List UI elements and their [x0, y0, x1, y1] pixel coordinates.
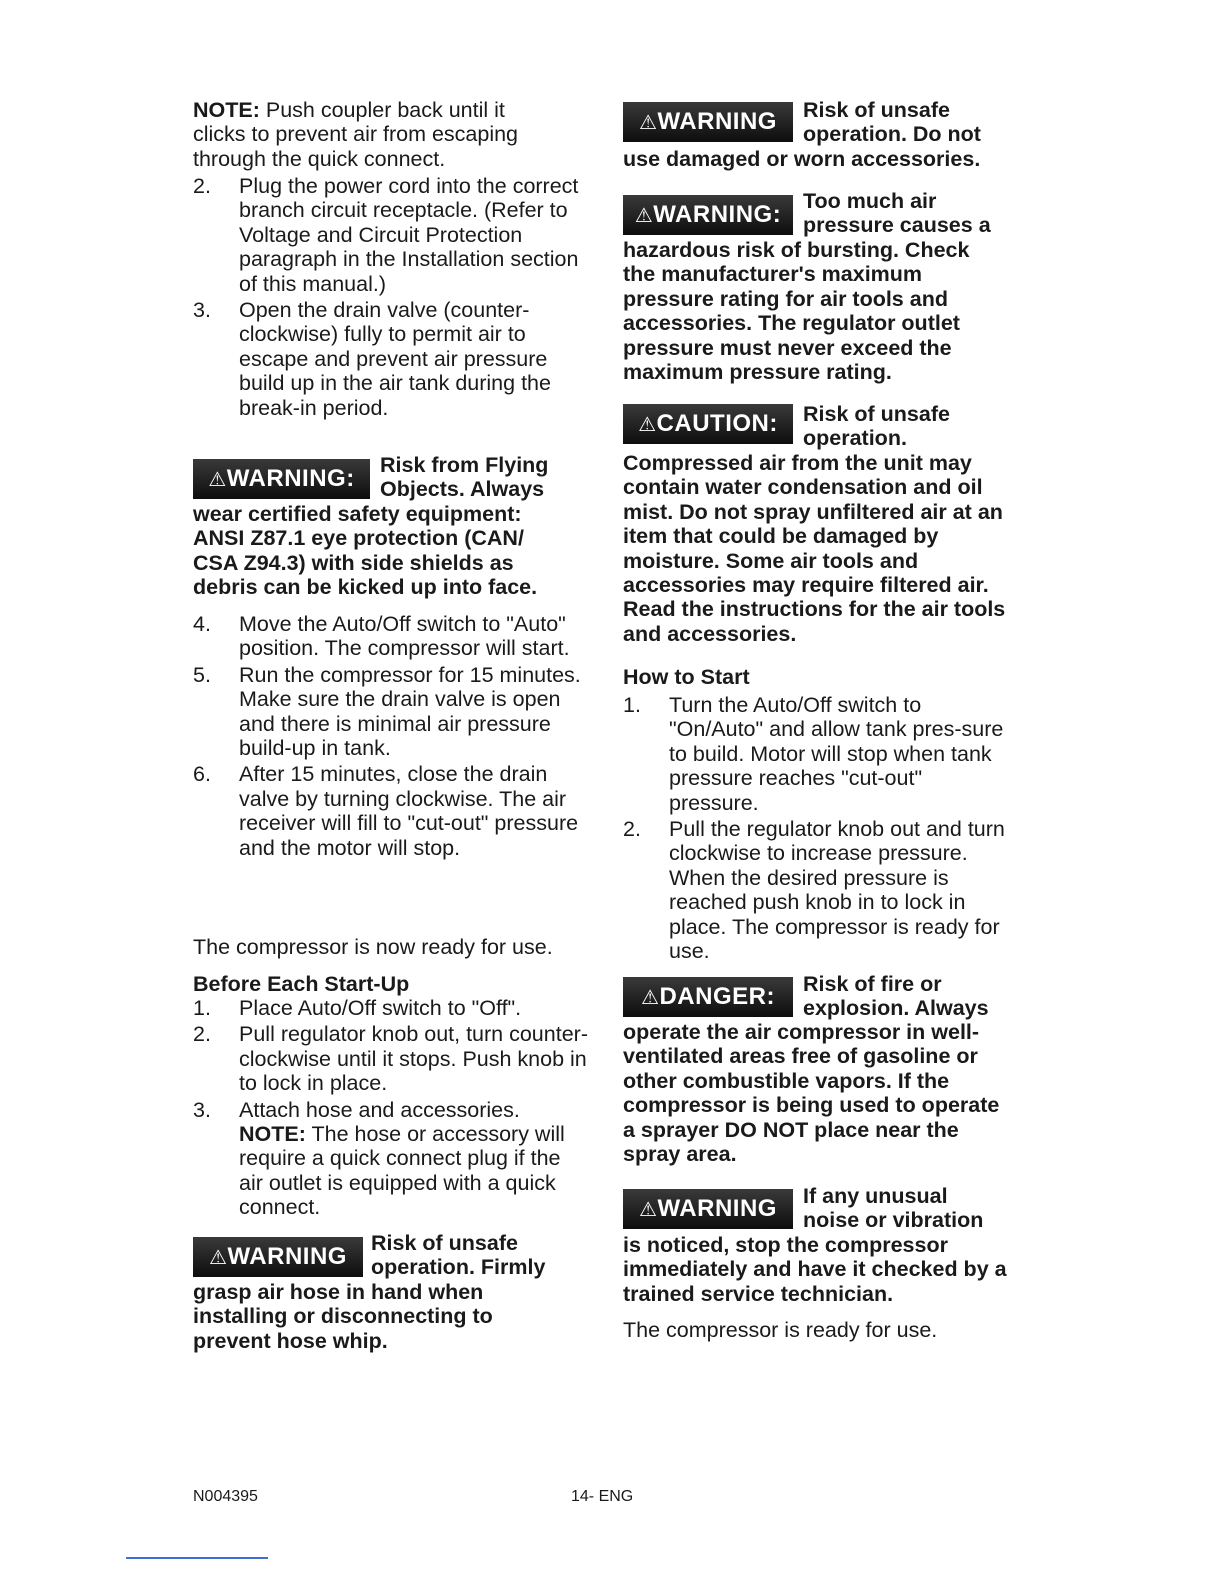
list-item [193, 1022, 588, 1095]
step-number: 3. [193, 1097, 211, 1122]
list-item [193, 762, 583, 860]
warning-body: use damaged or worn accessories. [623, 147, 981, 171]
doc-code: N004395 [193, 1488, 258, 1505]
list-item [193, 174, 588, 296]
steps-list-a [193, 174, 588, 420]
ready-text: The compressor is now ready for use. [193, 935, 553, 959]
step-number: 1. [623, 693, 641, 717]
badge-label: WARNING [657, 108, 777, 135]
list-item [193, 612, 583, 661]
step-number: 5. [193, 662, 211, 687]
step-number: 2. [623, 817, 641, 842]
warning-triangle-icon: ⚠ [634, 205, 654, 227]
caution-badge [623, 404, 793, 444]
warning-body: wear certified safety equipment: ANSI Z87.1 eye protection (CAN/ CSA Z94.3) with side shields as debris can be kicked up into face. [193, 502, 538, 600]
steps-list-b [193, 612, 583, 860]
note-label: NOTE: [193, 98, 260, 122]
step-number: 2. [193, 174, 211, 198]
note-paragraph [193, 98, 553, 171]
warning-heading: Too much air pressure causes a [803, 189, 991, 238]
danger-badge [623, 977, 793, 1017]
step-text: Plug the power cord into the correct branch circuit receptacle. (Refer to Voltage and Circuit Protection paragraph in the Installation section of this manual.) [239, 174, 579, 296]
warning-badge [623, 102, 793, 142]
step-text: Turn the Auto/Off switch to "On/Auto" and allow tank pres-sure to build. Motor will stop when tank pressure reaches "cut-out" pressure. [669, 693, 1004, 815]
step-number: 6. [193, 762, 211, 787]
caution-body: Compressed air from the unit may contain water condensation and oil mist. Do not spray unfiltered air at an item that could be damaged by moisture. Some air tools and accessories may require filtered air. Read the instructions for the air tools and accessories. [623, 451, 1006, 646]
warning-triangle-icon: ⚠ [641, 987, 660, 1009]
warning-triangle-icon: ⚠ [638, 414, 657, 436]
note-label: NOTE: [239, 1122, 306, 1147]
list-item [193, 663, 583, 761]
badge-label: WARNING: [653, 201, 782, 228]
step-text: Run the compressor for 15 minutes. Make sure the drain valve is open and there is minimal air pressure build-up in tank. [239, 662, 581, 761]
caution-heading: Risk of unsafe operation. [803, 402, 950, 451]
step-text: Pull regulator knob out, turn counter-clockwise until it stops. Push knob in to lock in place. [239, 1022, 588, 1096]
warning-heading: Risk of unsafe operation. Firmly [371, 1231, 546, 1280]
step-text: Move the Auto/Off switch to "Auto" position. The compressor will start. [239, 612, 570, 661]
ready-text: The compressor is ready for use. [623, 1318, 938, 1342]
warning-badge [623, 195, 793, 235]
list-item [193, 298, 588, 420]
warning-triangle-icon: ⚠ [209, 1247, 228, 1269]
warning-body: grasp air hose in hand when installing or disconnecting to prevent hose whip. [193, 1280, 493, 1353]
warning-triangle-icon: ⚠ [639, 112, 658, 134]
list-item [623, 817, 1013, 963]
warning-heading: If any unusual noise or vibration [803, 1184, 984, 1233]
badge-label: WARNING: [226, 465, 355, 492]
badge-label: WARNING [227, 1243, 347, 1270]
list-item [193, 996, 588, 1020]
step-text: Place Auto/Off switch to "Off". [239, 996, 522, 1020]
warning-heading: Risk from Flying Objects. Always [380, 453, 549, 502]
step-text: Open the drain valve (counter-clockwise) fully to permit air to escape and prevent air pressure build up in the air tank during the break-in period. [239, 298, 551, 420]
warning-triangle-icon: ⚠ [639, 1199, 658, 1221]
step-text: Attach hose and accessories. [239, 1097, 520, 1122]
step-text: After 15 minutes, close the drain valve by turning clockwise. The air receiver will fill to "cut-out" pressure and the motor will stop. [239, 762, 579, 860]
steps-list-c [193, 996, 588, 1220]
how-to-start-heading: How to Start [623, 665, 750, 689]
page-number: 14- ENG [571, 1488, 634, 1505]
warning-badge [623, 1189, 793, 1229]
divider [126, 1557, 268, 1559]
step-number: 4. [193, 612, 211, 636]
list-item [623, 693, 1013, 815]
badge-label: DANGER: [659, 983, 775, 1010]
step-text: Pull the regulator knob out and turn clockwise to increase pressure. When the desired pressure is reached push knob in to lock in place. The compressor is ready for use. [669, 817, 1005, 964]
list-item [193, 1098, 588, 1220]
warning-badge [193, 1237, 363, 1277]
start-steps-list [623, 693, 1013, 963]
step-number: 3. [193, 298, 211, 323]
before-start-heading: Before Each Start-Up [193, 972, 410, 996]
note-paragraph-2 [239, 1122, 588, 1220]
danger-heading: Risk of fire or explosion. Always [803, 972, 989, 1021]
warning-body: hazardous risk of bursting. Check the manufacturer's maximum pressure rating for air tools and accessories. The regulator outlet pressure must never exceed the maximum pressure rating. [623, 238, 970, 385]
note-text: The hose or accessory will require a quick connect plug if the air outlet is equipped with a quick connect. [239, 1122, 565, 1220]
warning-triangle-icon: ⚠ [208, 469, 227, 491]
warning-body: is noticed, stop the compressor immediately and have it checked by a trained service technician. [623, 1233, 1007, 1306]
badge-label: CAUTION: [656, 410, 778, 437]
danger-body: operate the air compressor in well-ventilated areas free of gasoline or other combustible vapors. If the compressor is being used to operate a sprayer DO NOT place near the spray area. [623, 1020, 1000, 1167]
step-number: 1. [193, 996, 211, 1020]
note-text: Push coupler back until it clicks to prevent air from escaping through the quick connect. [193, 98, 519, 171]
step-number: 2. [193, 1022, 211, 1047]
badge-label: WARNING [657, 1195, 777, 1222]
warning-heading: Risk of unsafe operation. Do not [803, 98, 981, 147]
warning-badge [193, 459, 370, 499]
